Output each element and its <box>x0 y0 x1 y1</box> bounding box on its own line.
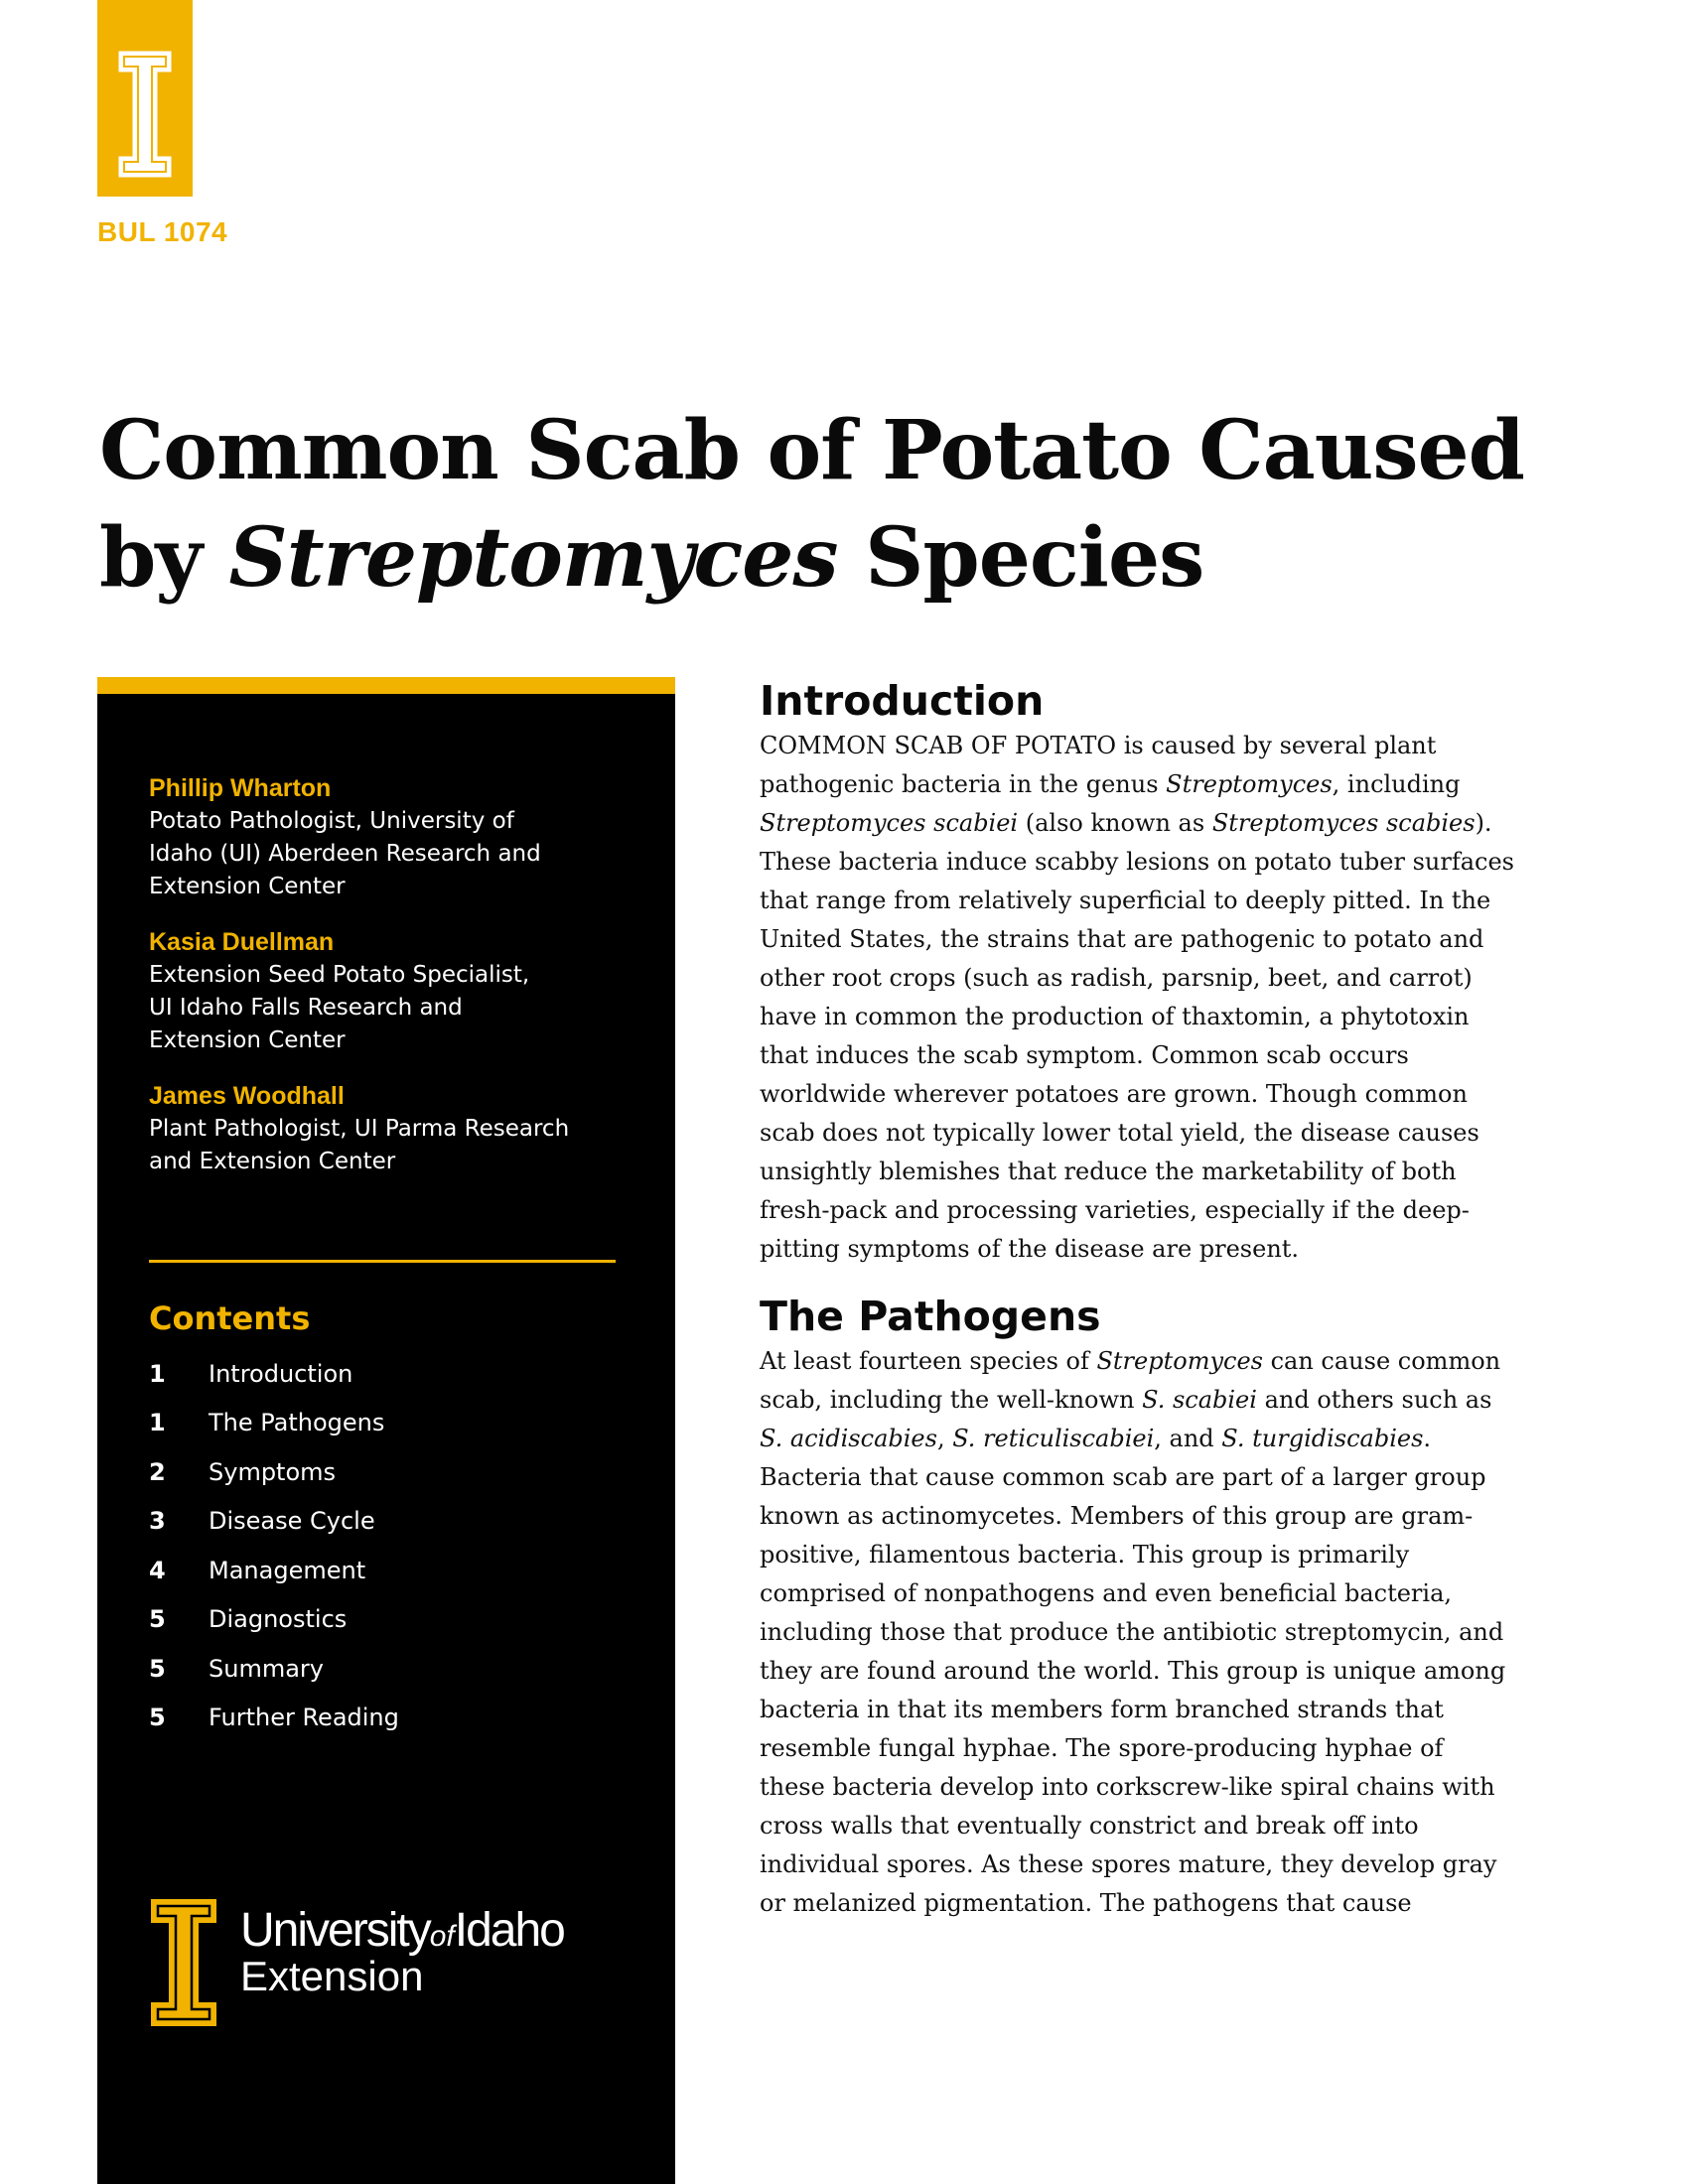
toc-item[interactable] <box>149 1447 616 1497</box>
section-heading-pathogens: The Pathogens <box>760 1293 1101 1340</box>
text-run: . Bacteria that cause common scab are part of a larger group known as actinomycetes. Members of this group are gram-positive, filamentous bacteria. This group is primarily comprised of nonpathogens and even beneficial bacteria, including those that produce the antibiotic streptomycin, and they are found around the world. This group is unique among bacteria in that its members form branched strands that resemble fungal hyphae. The spore-producing hyphae of these bacteria develop into corkscrew-like spiral chains with cross walls that eventually constrict and break off into individual spores. As these spores mature, they develop gray or melanized pigmentation. The pathogens that cause <box>760 1425 1506 1917</box>
bulletin-number: BUL 1074 <box>97 216 228 247</box>
toc-label: Disease Cycle <box>209 1507 375 1536</box>
text-run: COMMON SCAB OF POTATO is caused by several plant pathogenic bacteria in the genus <box>760 732 1437 798</box>
italic-text-run: S. turgidiscabies <box>1221 1425 1424 1452</box>
title-line-2-suffix: Species <box>837 510 1204 606</box>
author-affiliation-line: Potato Pathologist, University of <box>149 808 514 834</box>
toc-page-number: 5 <box>149 1605 166 1634</box>
italic-text-run: Streptomyces <box>1096 1347 1263 1375</box>
author-affiliation-line: UI Idaho Falls Research and <box>149 995 463 1021</box>
toc-item[interactable] <box>149 1595 616 1645</box>
table-of-contents <box>149 1349 616 1742</box>
university-of-idaho-extension-logo <box>149 1897 645 2036</box>
toc-page-number: 4 <box>149 1556 166 1584</box>
toc-item[interactable] <box>149 1546 616 1595</box>
title-line-2-prefix: by <box>99 510 229 606</box>
toc-label: Further Reading <box>209 1704 399 1732</box>
author-name: Kasia Duellman <box>149 928 335 956</box>
pathogens-paragraph <box>760 1342 1514 1923</box>
italic-text-run: Streptomyces scabiei <box>760 809 1019 837</box>
author-block <box>149 1079 645 1178</box>
toc-item[interactable] <box>149 1497 616 1547</box>
toc-page-number: 2 <box>149 1457 166 1486</box>
text-run: ). These bacteria induce scabby lesions on potato tuber surfaces that range from relatively superficial to deeply pitted. In the United States, the strains that are pathogenic to potato and other root crops (such as radish, parsnip, beet, and carrot) have in common the production of thaxtomin, a phytotoxin that induces the scab symptom. Common scab occurs worldwide wherever potatoes are grown. Though common scab does not typically lower total yield, the disease causes unsightly blemishes that reduce the marketability of both fresh-pack and processing varieties, especially if the deep-pitting symptoms of the disease are present. <box>760 809 1514 1263</box>
sidebar-divider <box>149 1260 616 1263</box>
logo-extension: Extension <box>240 1953 424 1999</box>
author-affiliation-line: Extension Center <box>149 874 346 899</box>
italic-text-run: S. acidiscabies <box>760 1425 937 1452</box>
idaho-i-icon <box>115 48 175 181</box>
toc-label: Management <box>209 1556 366 1584</box>
section-heading-introduction: Introduction <box>760 677 1045 725</box>
text-run: and others such as <box>1256 1386 1492 1414</box>
toc-page-number: 5 <box>149 1704 166 1732</box>
title-line-2-italic: Streptomyces <box>228 510 838 606</box>
toc-label: Summary <box>209 1654 324 1683</box>
toc-page-number: 3 <box>149 1507 166 1536</box>
title-line-1: Common Scab of Potato Caused <box>99 403 1524 498</box>
toc-item[interactable] <box>149 1694 616 1743</box>
author-affiliation-line: and Extension Center <box>149 1149 396 1174</box>
text-run: , and <box>1154 1425 1222 1452</box>
author-name: James Woodhall <box>149 1082 345 1110</box>
author-affiliation-line: Extension Seed Potato Specialist, <box>149 962 530 988</box>
toc-item[interactable] <box>149 1349 616 1399</box>
text-run: (also known as <box>1018 809 1212 837</box>
contents-heading: Contents <box>149 1299 311 1337</box>
text-run: , including <box>1332 770 1461 798</box>
text-run: can cause common scab, including the well-known <box>760 1347 1501 1414</box>
idaho-i-logo-tab <box>97 0 193 197</box>
author-affiliation-line: Extension Center <box>149 1027 346 1053</box>
author-block <box>149 925 645 1057</box>
main-content <box>760 675 1514 1945</box>
toc-item[interactable] <box>149 1644 616 1694</box>
toc-label: The Pathogens <box>209 1409 385 1437</box>
logo-university: University <box>240 1904 430 1957</box>
author-block <box>149 771 645 903</box>
italic-text-run: S. scabiei <box>1142 1386 1257 1414</box>
italic-text-run: S. reticuliscabiei <box>952 1425 1155 1452</box>
author-affiliation-line: Plant Pathologist, UI Parma Research <box>149 1116 570 1142</box>
page-title <box>99 397 1589 612</box>
toc-page-number: 5 <box>149 1654 166 1683</box>
introduction-paragraph <box>760 727 1514 1269</box>
idaho-i-icon <box>149 1897 218 2028</box>
toc-label: Introduction <box>209 1359 353 1388</box>
text-run: , <box>936 1425 953 1452</box>
toc-label: Symptoms <box>209 1457 337 1486</box>
toc-label: Diagnostics <box>209 1605 348 1634</box>
toc-page-number: 1 <box>149 1359 166 1388</box>
logo-of: of <box>429 1920 455 1953</box>
author-list <box>149 771 645 1200</box>
sidebar <box>97 677 675 2184</box>
toc-page-number: 1 <box>149 1409 166 1437</box>
italic-text-run: Streptomyces scabies <box>1211 809 1476 837</box>
toc-item[interactable] <box>149 1399 616 1448</box>
italic-text-run: Streptomyces <box>1166 770 1333 798</box>
author-name: Phillip Wharton <box>149 774 332 802</box>
logo-idaho: Idaho <box>454 1904 564 1957</box>
author-affiliation-line: Idaho (UI) Aberdeen Research and <box>149 841 541 867</box>
text-run: At least fourteen species of <box>760 1347 1097 1375</box>
logo-wordmark <box>240 1903 564 1958</box>
